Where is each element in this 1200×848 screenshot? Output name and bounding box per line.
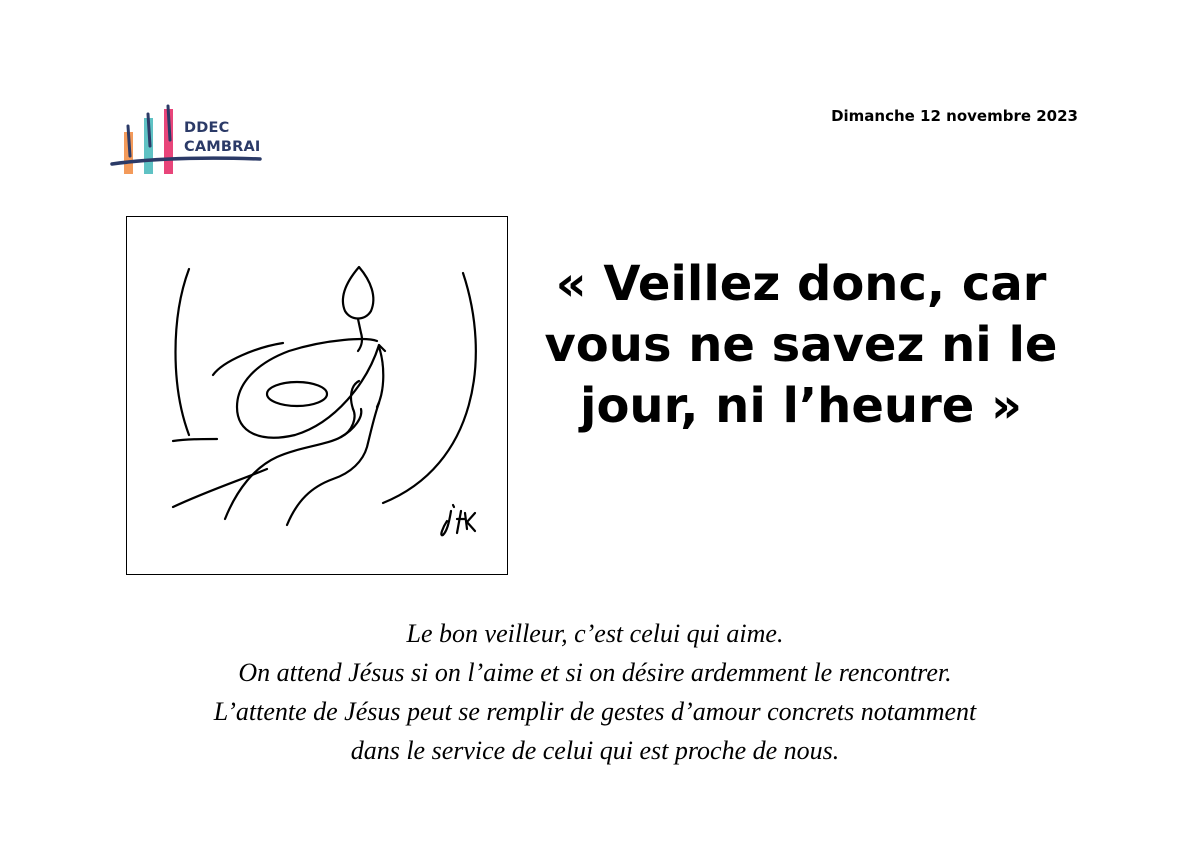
- logo-line-ddec: DDEC: [184, 120, 230, 136]
- ddec-cambrai-logo: [110, 104, 270, 176]
- date-label: Dimanche 12 novembre 2023: [831, 107, 1078, 125]
- hands-holding-oil-lamp-icon: [127, 217, 507, 574]
- reflection-text: [100, 614, 1090, 770]
- quote-line: vous ne savez ni le: [544, 317, 1058, 373]
- reflection-line: L’attente de Jésus peut se remplir de gestes d’amour concrets notamment: [213, 697, 977, 726]
- quote-line: jour, ni l’heure »: [579, 378, 1023, 434]
- quote-line: « Veillez donc, car: [555, 256, 1047, 312]
- logo-line-cambrai: CAMBRAI: [184, 139, 261, 155]
- reflection-line: On attend Jésus si on l’aime et si on désire ardemment le rencontrer.: [238, 658, 952, 687]
- scripture-quote: [516, 254, 1086, 437]
- reflection-line: Le bon veilleur, c’est celui qui aime.: [406, 619, 784, 648]
- reflection-line: dans le service de celui qui est proche de nous.: [350, 736, 840, 765]
- logo-text: [184, 119, 261, 157]
- illustration-frame: [126, 216, 508, 575]
